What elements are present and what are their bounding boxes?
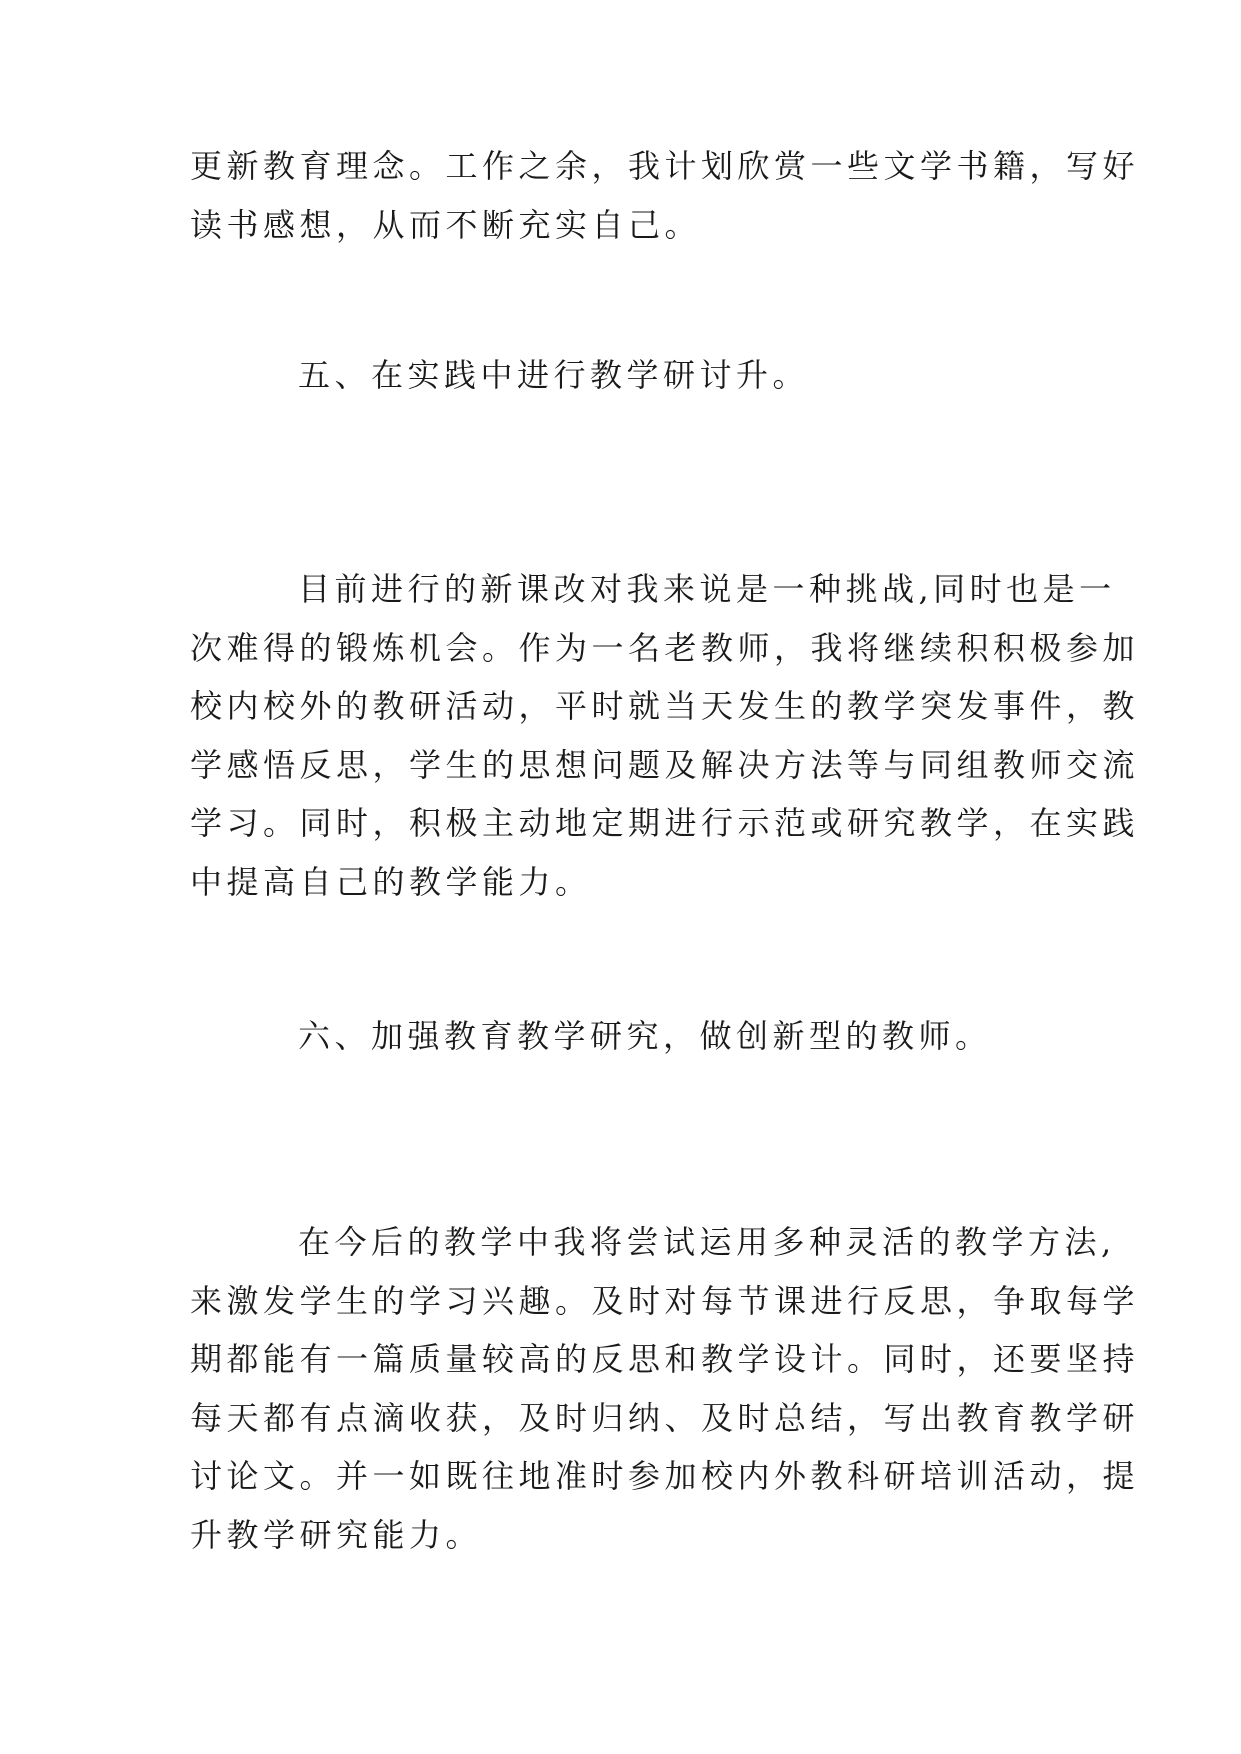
- paragraph-line: 校内校外的教研活动，平时就当天发生的教学突发事件，教: [190, 687, 1140, 725]
- paragraph-section-6: [190, 1213, 1140, 1564]
- paragraph-line: 升教学研究能力。: [190, 1515, 483, 1554]
- heading-text: 六、加强教育教学研究，做创新型的教师。: [298, 1017, 992, 1055]
- paragraph-line: 次难得的锻炼机会。作为一名老教师，我将继续积积极参加: [190, 628, 1140, 667]
- paragraph-line: 中提高自己的教学能力。: [190, 862, 592, 901]
- paragraph-line: 每天都有点滴收获，及时归纳、及时总结，写出教育教学研: [190, 1398, 1140, 1437]
- paragraph-line: 来激发学生的学习兴趣。及时对每节课进行反思，争取每学: [190, 1281, 1140, 1320]
- section-heading-6: [190, 1007, 1050, 1066]
- paragraph-line: 更新教育理念。工作之余，我计划欣赏一些文学书籍，写好: [190, 147, 1140, 185]
- paragraph-line: 学感悟反思，学生的思想问题及解决方法等与同组教师交流: [190, 745, 1140, 784]
- paragraph-line: 目前进行的新课改对我来说是一种挑战,同时也是一: [298, 570, 1116, 608]
- paragraph-line: 讨论文。并一如既往地准时参加校内外教科研培训活动，提: [190, 1457, 1140, 1495]
- paragraph-line: 期都能有一篇质量较高的反思和教学设计。同时，还要坚持: [190, 1340, 1140, 1378]
- paragraph-line: 在今后的教学中我将尝试运用多种灵活的教学方法,: [298, 1223, 1116, 1261]
- paragraph-line: 读书感想，从而不断充实自己。: [190, 205, 702, 244]
- heading-text: 五、在实践中进行教学研讨升。: [298, 356, 810, 394]
- paragraph-line: 学习。同时，积极主动地定期进行示范或研究教学，在实践: [190, 804, 1140, 842]
- paragraph-section-5: [190, 560, 1140, 911]
- paragraph-continued: [190, 137, 1140, 254]
- section-heading-5: [190, 346, 1050, 405]
